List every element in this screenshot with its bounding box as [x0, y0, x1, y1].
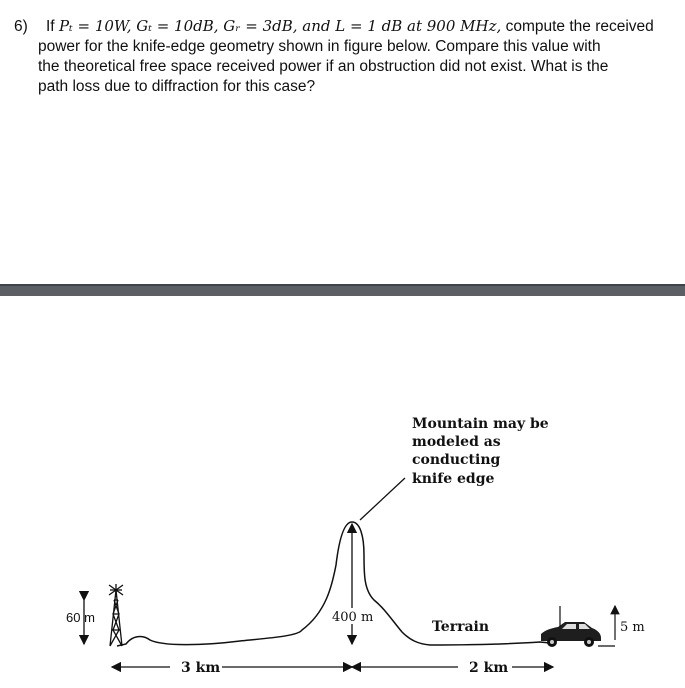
problem-line-2: power for the knife-edge geometry shown in figure below. Compare this value with	[38, 38, 601, 55]
terrain-label: Terrain	[432, 619, 490, 635]
mountain-note	[412, 416, 549, 487]
problem-statement	[14, 16, 654, 97]
problem-line1-rest: compute the received	[505, 18, 654, 35]
problem-givens: Pₜ = 10W, Gₜ = 10dB, Gᵣ = 3dB, and L = 1 dB at 900 MHz,	[58, 17, 502, 35]
mountain-note-line-3: conducting	[412, 452, 501, 468]
dist-tx-mountain-label: 3 km	[181, 660, 221, 676]
problem-lead: If	[46, 18, 55, 35]
rx-height-label: 5 m	[620, 620, 645, 635]
mountain-note-line-1: Mountain may be	[412, 416, 549, 432]
mountain-note-line-2: modeled as	[412, 434, 501, 450]
problem-line-4: path loss due to diffraction for this case?	[38, 78, 316, 95]
mountain-height-label: 400 m	[332, 610, 374, 625]
problem-number: 6)	[14, 18, 28, 35]
dist-mountain-rx-label: 2 km	[469, 660, 509, 676]
tower-icon	[109, 584, 123, 646]
note-pointer-line	[360, 478, 405, 520]
problem-line-3: the theoretical free space received power if an obstruction did not exist. What is the	[38, 58, 609, 75]
mountain-note-line-4: knife edge	[412, 471, 495, 487]
section-divider-bar	[0, 284, 685, 296]
car-icon	[541, 606, 601, 647]
tx-height-label: 60 m	[66, 610, 95, 625]
knife-edge-figure	[0, 300, 685, 688]
